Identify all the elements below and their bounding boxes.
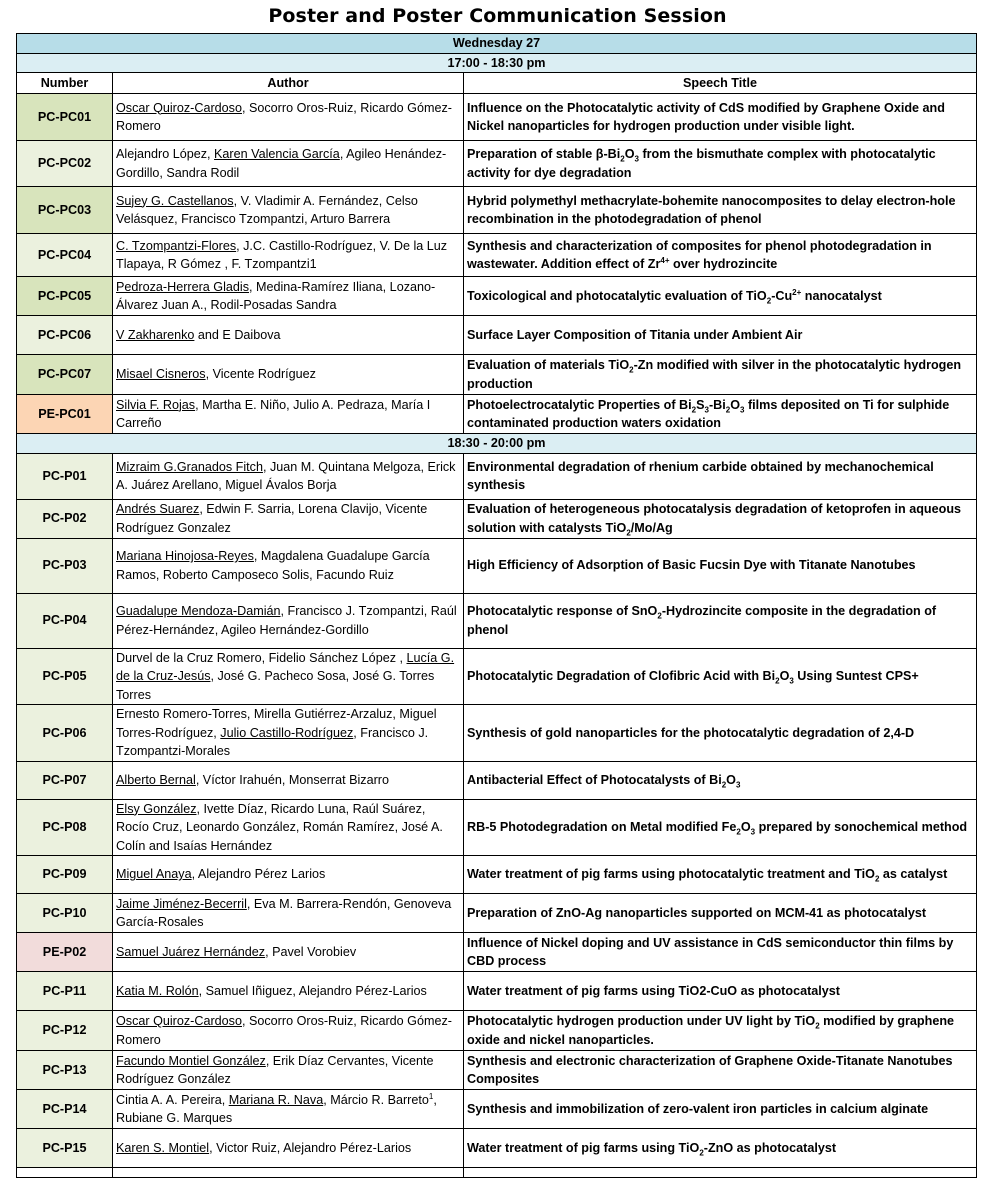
table-row [17,856,977,894]
title-sub: 2 [691,405,697,415]
title-sub: 3 [750,827,756,837]
co-authors: , José G. Pacheco Sosa, José G. Torres Torres [116,669,435,702]
poster-title [464,1011,977,1051]
presenter-name: Karen S. Montiel [116,1140,210,1155]
session-time-1: 17:00 - 18:30 pm [17,53,977,73]
title-sub: 3 [735,780,741,790]
poster-authors [113,761,464,799]
co-authors: , V. Vladimir A. Fernández, Celso Velásquez, Francisco Tzompantzi, Arturo Barrera [116,193,418,226]
poster-title [464,648,977,705]
co-authors: , Vicente Rodríguez [205,367,316,382]
poster-authors [113,648,464,705]
poster-title: Synthesis and immobilization of zero-valent iron particles in calcium alginate [464,1090,977,1129]
poster-authors [113,593,464,648]
table-row [17,972,977,1011]
co-authors: , Juan M. Quintana Melgoza, Erick A. Juárez Arellano, Miguel Ávalos Borja [116,459,456,492]
poster-number: PC-PC03 [17,187,113,234]
title-sub: 3 [789,676,794,686]
presenter-name: Silvia F. Rojas [116,397,196,412]
table-row [17,355,977,395]
presenter-name: Karen Valencia García [214,147,340,161]
poster-authors [113,395,464,434]
title-part: from the bismuthate complex with photocatalytic activity for dye degradation [467,147,936,180]
poster-title [464,395,977,434]
co-authors: , J.C. Castillo-Rodríguez, V. De la Luz Tlapaya, R Gómez , F. Tzompantzi1 [116,238,448,271]
table-row [17,799,977,856]
title-sub: 3 [740,405,745,415]
column-header-row [17,73,977,94]
poster-title [464,1129,977,1168]
title-part: O [740,820,751,834]
poster-title: Preparation of ZnO-Ag nanoparticles supported on MCM-41 as photocatalyst [464,894,977,933]
co-authors-before: Cintia A. A. Pereira, [116,1092,229,1107]
table-row [17,705,977,762]
co-authors: , Agileo Henández-Gordillo, Sandra Rodil [116,147,447,180]
presenter-name: Andrés Suarez [116,502,200,516]
title-part: -Bi [708,397,726,412]
poster-authors [113,933,464,972]
co-authors: , Magdalena Guadalupe García Ramos, Roberto Camposeco Solis, Facundo Ruiz [116,549,430,582]
presenter-name: Mariana Hinojosa-Reyes [116,549,254,563]
title-part: nanocatalyst [801,288,882,303]
poster-title [464,355,977,395]
poster-authors [113,972,464,1011]
poster-number: PC-P01 [17,453,113,499]
poster-title: Synthesis and electronic characterization of Graphene Oxide-Titanate Nanotubes Composites [464,1051,977,1090]
poster-number: PC-PC05 [17,277,113,316]
presenter-name: Jaime Jiménez-Becerril [116,896,247,911]
presenter-name: Samuel Juárez Hernández [116,944,266,959]
poster-number: PC-P11 [17,972,113,1011]
poster-number: PC-P05 [17,648,113,705]
title-part: O [624,147,635,161]
co-authors: , Medina-Ramírez Iliana, Lozano-Álvarez Juan A., Rodil-Posadas Sandra [116,279,436,312]
poster-number: PC-P04 [17,593,113,648]
presenter-name: Facundo Montiel González [116,1053,266,1068]
poster-number: PC-PC06 [17,316,113,355]
table-row [17,1051,977,1090]
poster-authors [113,94,464,141]
poster-number: PC-P06 [17,705,113,762]
table-row [17,234,977,277]
co-authors-before: Ernesto Romero-Torres, Mirella Gutiérrez-Arzaluz, Miguel Torres-Rodríguez, [116,707,437,740]
title-part: S [696,397,705,412]
presenter-name: Lucía G. de la Cruz-Jesús [116,650,455,683]
poster-authors [113,1011,464,1051]
poster-title [464,761,977,799]
table-row [17,538,977,593]
title-part: Toxicological and photocatalytic evaluation of TiO [467,288,767,303]
poster-authors [113,1090,464,1129]
presenter-name: Oscar Quiroz-Cardoso [116,1014,242,1028]
title-part: Photocatalytic hydrogen production under UV light by TiO [467,1014,816,1028]
poster-number: PC-PC02 [17,141,113,187]
title-part: -ZnO as photocatalyst [703,1140,837,1155]
title-sub: 3 [704,405,709,415]
title-sub: 2 [725,405,731,415]
poster-number: PC-PC07 [17,355,113,395]
poster-authors [113,538,464,593]
title-part: Synthesis and characterization of composites for phenol photodegradation in wastewater. Addition effect of Zr [467,238,932,271]
title-part: Water treatment of pig farms using photocatalytic treatment and TiO [467,867,875,882]
co-authors: , Márcio R. Barreto [323,1092,429,1107]
poster-number: PC-P13 [17,1051,113,1090]
title-part: Evaluation of heterogeneous photocatalysis degradation of ketoprofen in aqueous solution with catalysts TiO [467,502,962,535]
table-row [17,499,977,538]
co-authors-end: , Rubiane G. Marques [116,1092,437,1125]
poster-number: PC-PC04 [17,234,113,277]
co-authors: , Socorro Oros-Ruiz, Ricardo Gómez-Romero [116,100,452,133]
poster-number: PC-P12 [17,1011,113,1051]
table-row [17,277,977,316]
title-sup: 4+ [660,255,670,265]
co-authors: , Erik Díaz Cervantes, Vicente Rodríguez González [116,1053,434,1086]
poster-title: Synthesis of gold nanoparticles for the photocatalytic degradation of 2,4-D [464,705,977,762]
title-part: as catalyst [879,867,948,882]
poster-authors [113,1051,464,1090]
presenter-name: Julio Castillo-Rodríguez [220,725,354,740]
poster-title: Hybrid polymethyl methacrylate-bohemite nanocomposites to delay electron-hole recombination in the photodegradation of phenol [464,187,977,234]
co-authors-before: Alejandro López, [116,147,215,161]
title-sub: 2 [874,874,880,884]
page-title: Poster and Poster Communication Session [268,5,727,27]
title-part: O [730,397,741,412]
title-sup: 2+ [792,287,802,297]
table-row [17,395,977,434]
table-row [17,1129,977,1168]
presenter-name: Miguel Anaya [116,867,192,882]
title-sub: 2 [815,1021,820,1031]
title-part: /Mo/Ag [630,520,673,535]
col-header-author: Author [113,73,464,94]
presenter-name: Mariana R. Nava [228,1092,324,1107]
co-authors: , Victor Ruiz, Alejandro Pérez-Larios [209,1140,412,1155]
affiliation-sup: 1 [428,1091,434,1101]
title-part: -Zn modified with silver in the photocatalytic hydrogen production [467,358,962,391]
poster-authors [113,316,464,355]
co-authors: , Francisco J. Tzompantzi, Raúl Pérez-Hernández, Agileo Hernández-Gordillo [116,604,457,637]
poster-authors [113,453,464,499]
poster-authors [113,856,464,894]
title-part: films deposited on Ti for sulphide contaminated production waters oxidation [467,397,950,430]
poster-title [464,856,977,894]
poster-authors [113,499,464,538]
poster-number: PC-P02 [17,499,113,538]
presenter-name: C. Tzompantzi-Flores [116,238,237,253]
poster-authors [113,187,464,234]
poster-number: PC-P03 [17,538,113,593]
poster-authors [113,141,464,187]
table-row [17,894,977,933]
title-sub: 2 [699,1148,704,1158]
table-row [17,141,977,187]
title-sub: 2 [657,611,662,621]
presenter-name: Elsy González [116,801,197,816]
poster-authors [113,894,464,933]
poster-number: PC-P14 [17,1090,113,1129]
poster-title: Preparation of stable $\beta-Bi_2O_3$ from the bismuthate complex with photocatalytic activity for dye degradation [464,141,977,187]
poster-number: PC-PC01 [17,94,113,141]
poster-title: Influence on the Photocatalytic activity of CdS modified by Graphene Oxide and Nickel nanoparticles for hydrogen production under visible light. [464,94,977,141]
co-authors: , Víctor Irahuén, Monserrat Bizarro [195,772,389,787]
co-authors: and E Daibova [194,327,281,342]
table-row [17,316,977,355]
poster-title: High Efficiency of Adsorption of Basic Fucsin Dye with Titanate Nanotubes [464,538,977,593]
title-sub: 2 [721,780,727,790]
poster-number: PC-P09 [17,856,113,894]
poster-authors [113,355,464,395]
title-part: Evaluation of materials TiO [467,358,630,372]
title-part: Photocatalytic response of SnO [467,604,658,618]
title-sub: 2 [626,528,631,538]
title-part: modified by graphene oxide and nickel nanoparticles. [467,1014,955,1047]
poster-authors [113,234,464,277]
title-sub: 2 [736,827,741,837]
title-sub: 2 [629,365,634,375]
co-authors: , Ivette Díaz, Ricardo Luna, Raúl Suárez, Rocío Cruz, Leonardo González, Román Ramírez, José A. Colín and Isaías Hernández [116,801,443,853]
presenter-name: Mizraim G.Granados Fitch [116,459,263,474]
poster-number: PC-P08 [17,799,113,856]
table-row [17,453,977,499]
poster-authors [113,1129,464,1168]
title-part: O [726,772,736,787]
poster-title: Water treatment of pig farms using TiO2-CuO as photocatalyst [464,972,977,1011]
table-row [17,593,977,648]
session-time-2: 18:30 - 20:00 pm [17,434,977,454]
poster-number: PC-P07 [17,761,113,799]
co-authors: , Edwin F. Sarria, Lorena Clavijo, Vicente Rodríguez Gonzalez [116,502,428,535]
poster-title [464,799,977,856]
title-part: Water treatment of pig farms using TiO [467,1140,700,1155]
title-part: Using Suntest CPS+ [793,669,919,683]
table-row [17,933,977,972]
co-authors: , Martha E. Niño, Julio A. Pedraza, María I Carreño [116,397,431,430]
title-sub: 2 [775,676,780,686]
col-header-number: Number [17,73,113,94]
poster-number: PE-P02 [17,933,113,972]
title-part: over hydrozincite [669,257,778,271]
title-part: O [779,669,790,683]
co-authors: , Alejandro Pérez Larios [191,867,326,882]
co-authors: , Samuel Iñiguez, Alejandro Pérez-Larios [198,983,427,998]
table-row [17,94,977,141]
day-header: Wednesday 27 [17,34,977,54]
poster-title: Surface Layer Composition of Titania under Ambient Air [464,316,977,355]
poster-title: Environmental degradation of rhenium carbide obtained by mechanochemical synthesis [464,453,977,499]
title-part: Photoelectrocatalytic Properties of Bi [467,397,692,412]
title-part: prepared by sonochemical method [755,820,968,834]
presenter-name: Sujey G. Castellanos [116,193,234,208]
table-row [17,187,977,234]
poster-title [464,234,977,277]
title-part: Antibacterial Effect of Photocatalysts of Bi [467,772,722,787]
col-header-title: Speech Title [464,73,977,94]
presenter-name: Misael Cisneros [116,367,206,382]
poster-title: Influence of Nickel doping and UV assistance in CdS semiconductor thin films by CBD process [464,933,977,972]
presenter-name: Pedroza-Herrera Gladis [116,279,249,294]
table-row [17,1090,977,1129]
title-part: RB-5 Photodegradation on Metal modified Fe [467,820,737,834]
poster-title [464,593,977,648]
poster-title [464,499,977,538]
co-authors: , Eva M. Barrera-Rendón, Genoveva García-Rosales [116,896,452,929]
table-row [17,761,977,799]
poster-authors [113,277,464,316]
presenter-name: Guadalupe Mendoza-Damián [116,604,281,618]
title-part: Preparation of stable β-Bi [467,147,621,161]
poster-authors [113,705,464,762]
poster-number: PE-PC01 [17,395,113,434]
co-authors: , Pavel Vorobiev [265,944,357,959]
table-row [17,1011,977,1051]
poster-title [464,277,977,316]
co-authors-before: Durvel de la Cruz Romero, Fidelio Sánchez López , [116,650,407,665]
title-part: Photocatalytic Degradation of Clofibric Acid with Bi [467,669,776,683]
table-row [17,648,977,705]
presenter-name: Alberto Bernal [116,772,196,787]
poster-number: PC-P10 [17,894,113,933]
co-authors: , Socorro Oros-Ruiz, Ricardo Gómez-Romero [116,1014,452,1047]
table-row-partial [17,1168,977,1178]
presenter-name: V Zakharenko [116,327,195,342]
title-part: -Hydrozincite composite in the degradation of phenol [467,604,937,637]
title-part: -Cu [771,288,793,303]
poster-authors [113,799,464,856]
co-authors: , Francisco J. Tzompantzi-Morales [116,725,429,758]
presenter-name: Katia M. Rolón [116,983,199,998]
poster-number: PC-P15 [17,1129,113,1168]
title-sub: 2 [766,296,772,306]
schedule-table [16,33,977,1178]
presenter-name: Oscar Quiroz-Cardoso [116,100,242,115]
